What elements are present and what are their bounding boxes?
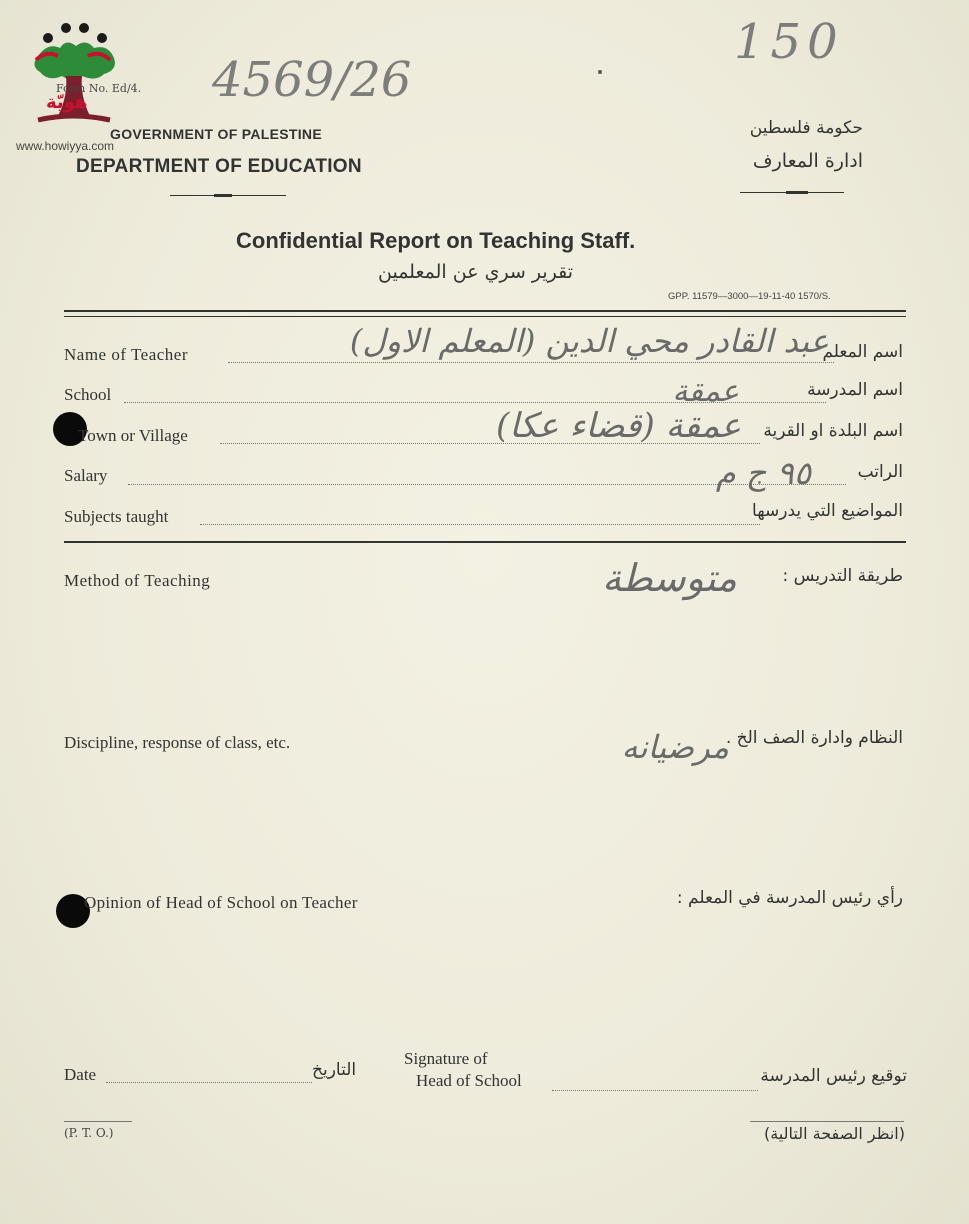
header-divider-ar-mark xyxy=(786,191,808,194)
signature-label-ar: توقيع رئيس المدرسة xyxy=(760,1066,907,1086)
town-label: Town or Village xyxy=(78,426,188,445)
town-value: عمقة (قضاء عكا) xyxy=(495,406,741,446)
discipline-label-ar: النظام وادارة الصف الخ . xyxy=(725,728,903,748)
method-label-ar: طريقة التدريس : xyxy=(782,566,903,586)
salary-label: Salary xyxy=(64,466,108,485)
handwritten-file-number: 4569/26 xyxy=(212,52,412,108)
tree-logo-icon xyxy=(18,16,128,136)
form-number: Form No. Ed/4. xyxy=(56,82,142,95)
teacher-name-label: Name of Teacher xyxy=(64,345,188,364)
salary-value: ٩٥ ج م xyxy=(715,454,811,492)
school-label: School xyxy=(64,385,112,404)
teacher-name-label-ar: اسم المعلم xyxy=(822,342,903,362)
method-value: متوسطة xyxy=(602,556,737,600)
signature-line xyxy=(552,1090,758,1091)
subjects-label-ar: المواضيع التي يدرسها xyxy=(752,501,903,521)
teacher-name-value: عبد القادر محي الدين (المعلم الاول) xyxy=(349,322,829,360)
date-line xyxy=(106,1082,312,1083)
date-label-ar: التاريخ xyxy=(312,1060,357,1080)
date-label: Date xyxy=(64,1065,97,1084)
pto-label: (P. T. O.) xyxy=(64,1126,114,1140)
pto-rule xyxy=(64,1121,132,1122)
department-title-ar: ادارة المعارف xyxy=(752,150,863,172)
subjects-line xyxy=(200,524,760,525)
teacher-name-line xyxy=(228,362,834,363)
government-title: GOVERNMENT OF PALESTINE xyxy=(110,126,322,142)
discipline-value: مرضيانه xyxy=(621,728,729,766)
department-title: DEPARTMENT OF EDUCATION xyxy=(76,156,362,177)
opinion-label-ar: رأي رئيس المدرسة في المعلم : xyxy=(676,888,903,908)
pto-label-ar: (انظر الصفحة التالية) xyxy=(763,1124,905,1143)
signature-label-1: Signature of xyxy=(404,1049,488,1068)
handwritten-page-number: 150 xyxy=(734,14,844,70)
top-rule-2 xyxy=(64,316,906,317)
salary-label-ar: الراتب xyxy=(857,462,903,482)
report-title: Confidential Report on Teaching Staff. xyxy=(236,228,636,253)
report-title-ar: تقرير سري عن المعلمين xyxy=(378,261,574,283)
fields-rule xyxy=(64,541,906,543)
school-label-ar: اسم المدرسة xyxy=(807,380,903,400)
header-divider-mark xyxy=(214,194,232,197)
subjects-label: Subjects taught xyxy=(64,507,169,526)
opinion-label: Opinion of Head of School on Teacher xyxy=(84,893,358,912)
method-label: Method of Teaching xyxy=(64,571,211,590)
school-value: عمقة xyxy=(672,374,739,409)
logo-url: www.howiyya.com xyxy=(16,139,115,153)
discipline-label: Discipline, response of class, etc. xyxy=(64,733,291,752)
town-label-ar: اسم البلدة او القرية xyxy=(763,421,903,441)
top-rule xyxy=(64,310,906,312)
print-code: GPP. 11579—3000—19-11-40 1570/S. xyxy=(668,291,831,302)
signature-label-2: Head of School xyxy=(416,1071,522,1090)
speck xyxy=(598,70,602,74)
logo-arabic-text: هويّة xyxy=(46,92,88,113)
pto-rule-ar xyxy=(750,1121,904,1122)
government-title-ar: حكومة فلسطين xyxy=(749,118,863,138)
